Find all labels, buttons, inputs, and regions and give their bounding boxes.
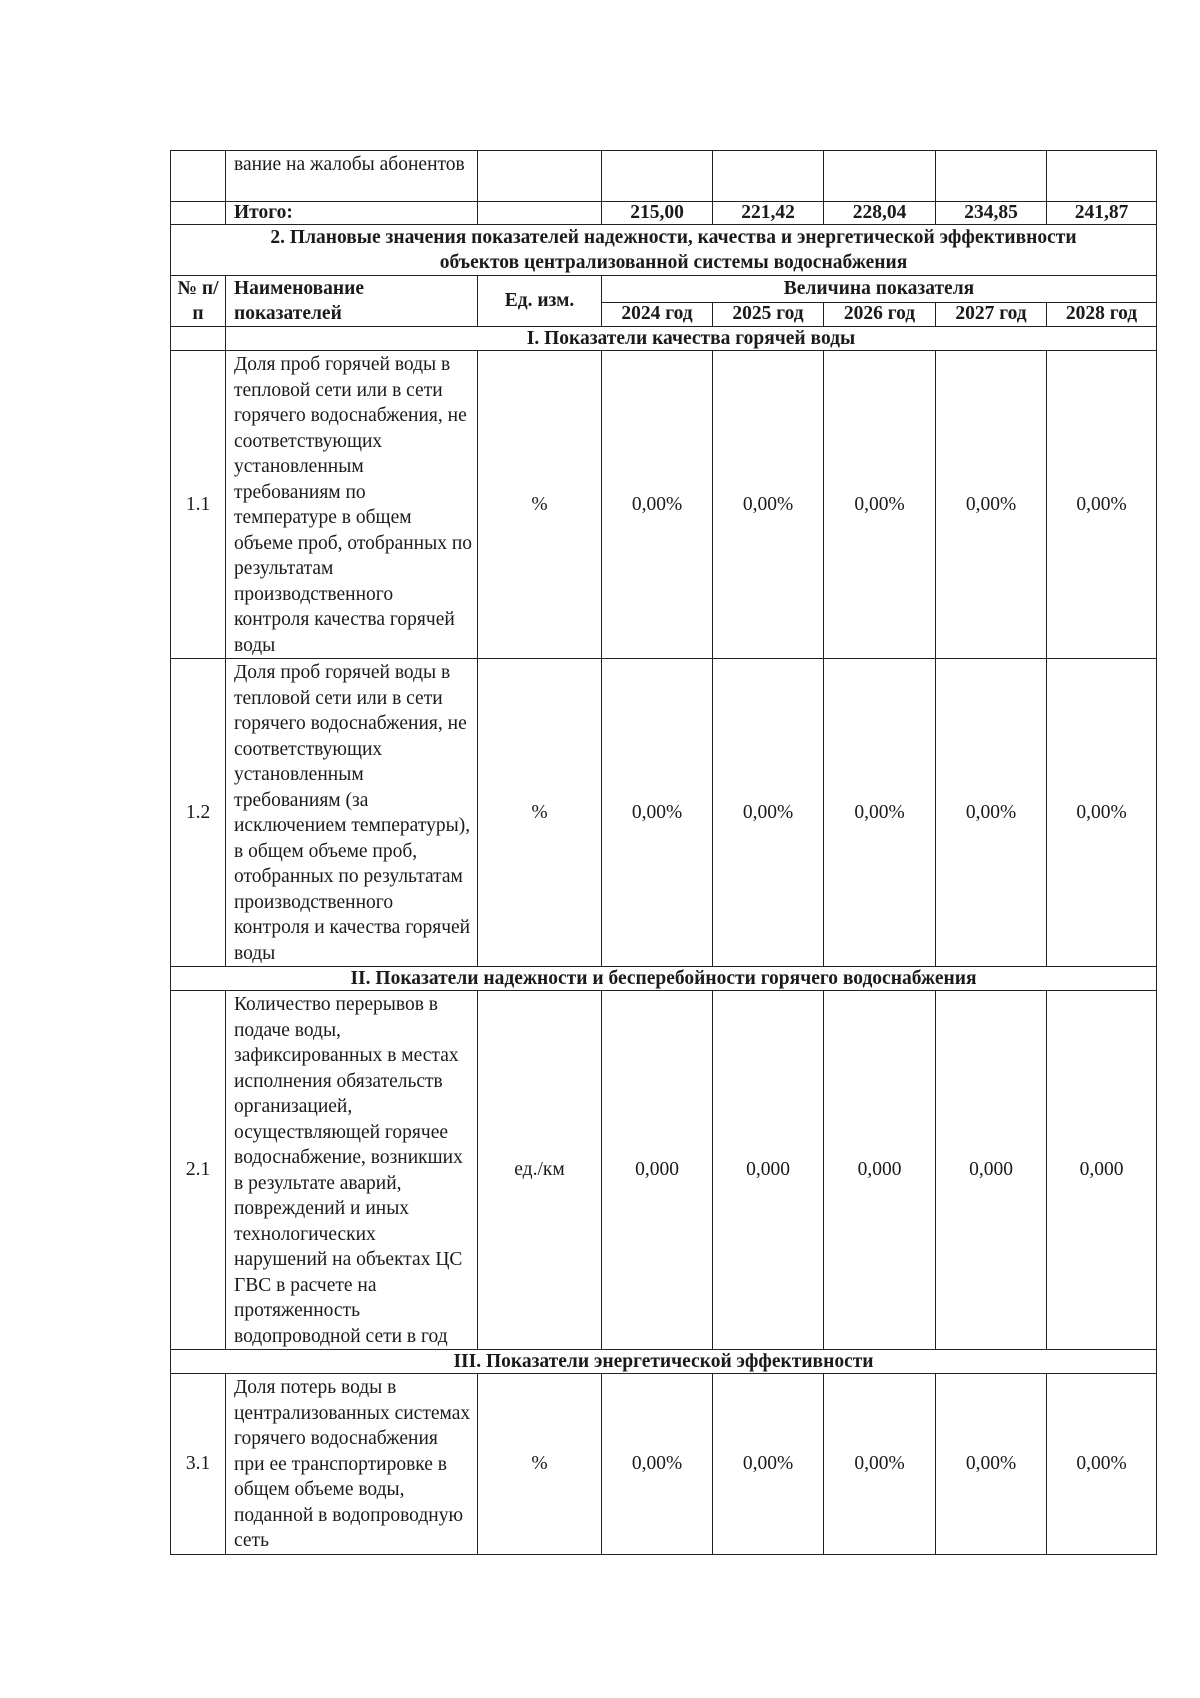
value-group-header: Величина показателя xyxy=(602,276,1157,303)
value-2028: 0,00% xyxy=(1047,351,1157,659)
total-label: Итого: xyxy=(226,202,478,225)
year-header-2024: 2024 год xyxy=(602,302,713,326)
table-row xyxy=(171,351,1157,659)
value-2027: 0,00% xyxy=(936,659,1047,967)
value-2025: 0,00% xyxy=(713,659,824,967)
value-2026: 0,00% xyxy=(824,1374,936,1555)
section-title-row xyxy=(171,225,1157,276)
num-header: № п/п xyxy=(171,276,226,327)
value-2028: 0,000 xyxy=(1047,991,1157,1350)
value-2026: 0,00% xyxy=(824,659,936,967)
value-2025: 0,00% xyxy=(713,1374,824,1555)
table-row xyxy=(171,991,1157,1350)
row-number: 1.2 xyxy=(171,659,226,967)
value-2024: 0,00% xyxy=(602,351,713,659)
indicators-table xyxy=(170,150,1157,1555)
group-title-1: I. Показатели качества горячей воды xyxy=(226,327,1157,351)
value-2027: 0,00% xyxy=(936,1374,1047,1555)
unit-cell: % xyxy=(478,1374,602,1555)
indicator-name: Количество перерывов в подаче воды, зафиксированных в местах исполнения обязательств организацией, осуществляющей горячее водоснабжение, возникших в результате аварий, повреждений и иных технологических нарушений на объектах ЦС ГВС в расчете на протяженность водопроводной сети в год xyxy=(226,991,478,1350)
total-value-2026: 228,04 xyxy=(824,202,936,225)
year-header-2025: 2025 год xyxy=(713,302,824,326)
indicator-name: Доля проб горячей воды в тепловой сети или в сети горячего водоснабжения, не соответствующих установленным требованиям по температуре в общем объеме проб, отобранных по результатам производственного контроля качества горячей воды xyxy=(226,351,478,659)
row-number: 3.1 xyxy=(171,1374,226,1555)
value-2028: 0,00% xyxy=(1047,659,1157,967)
group-title-3: III. Показатели энергетической эффективности xyxy=(171,1350,1157,1374)
row-number: 2.1 xyxy=(171,991,226,1350)
value-2024: 0,00% xyxy=(602,659,713,967)
unit-cell: % xyxy=(478,351,602,659)
total-value-2024: 215,00 xyxy=(602,202,713,225)
continuation-row xyxy=(171,151,1157,202)
year-header-2026: 2026 год xyxy=(824,302,936,326)
value-2028: 0,00% xyxy=(1047,1374,1157,1555)
unit-cell: ед./км xyxy=(478,991,602,1350)
value-2024: 0,000 xyxy=(602,991,713,1350)
unit-cell: % xyxy=(478,659,602,967)
value-2024: 0,00% xyxy=(602,1374,713,1555)
indicator-name: Доля проб горячей воды в тепловой сети или в сети горячего водоснабжения, не соответствующих установленным требованиям (за исключением температуры), в общем объеме проб, отобранных по результатам производственного контроля и качества горячей воды xyxy=(226,659,478,967)
header-row-1 xyxy=(171,276,1157,303)
total-value-2028: 241,87 xyxy=(1047,202,1157,225)
unit-header: Ед. изм. xyxy=(478,276,602,327)
group-title-row xyxy=(171,967,1157,991)
year-header-2027: 2027 год xyxy=(936,302,1047,326)
name-header: Наименование показателей xyxy=(226,276,478,327)
value-2026: 0,00% xyxy=(824,351,936,659)
total-value-2027: 234,85 xyxy=(936,202,1047,225)
section-title: 2. Плановые значения показателей надежности, качества и энергетической эффективности объектов централизованной системы водоснабжения xyxy=(171,225,1157,276)
year-header-2028: 2028 год xyxy=(1047,302,1157,326)
table-row xyxy=(171,659,1157,967)
value-2026: 0,000 xyxy=(824,991,936,1350)
indicator-name: Доля потерь воды в централизованных системах горячего водоснабжения при ее транспортировке в общем объеме воды, поданной в водопроводную сеть xyxy=(226,1374,478,1555)
value-2027: 0,00% xyxy=(936,351,1047,659)
row-number: 1.1 xyxy=(171,351,226,659)
group-title-row xyxy=(171,1350,1157,1374)
total-value-2025: 221,42 xyxy=(713,202,824,225)
indicator-name: вание на жалобы абонентов xyxy=(226,151,478,202)
table-row xyxy=(171,1374,1157,1555)
total-row xyxy=(171,202,1157,225)
value-2027: 0,000 xyxy=(936,991,1047,1350)
value-2025: 0,000 xyxy=(713,991,824,1350)
group-title-2: II. Показатели надежности и бесперебойности горячего водоснабжения xyxy=(171,967,1157,991)
value-2025: 0,00% xyxy=(713,351,824,659)
group-title-row xyxy=(171,327,1157,351)
num-cell xyxy=(171,151,226,202)
